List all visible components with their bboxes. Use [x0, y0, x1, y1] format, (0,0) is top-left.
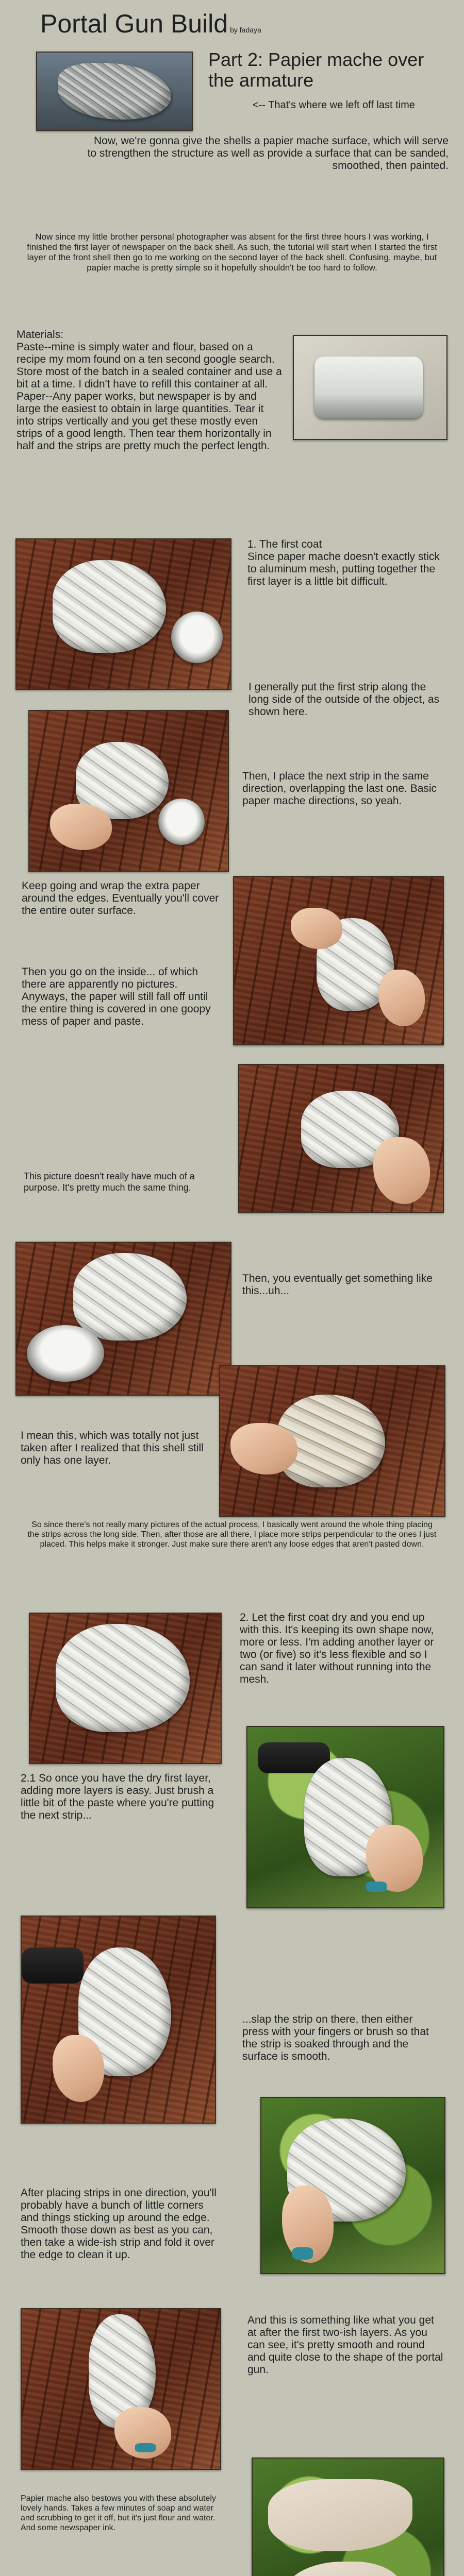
materials-text: Materials: Paste--mine is simply water and flour, based on a recipe my mom found on a ten second google search. Store most of the batch in a sealed container and use a bit at a time. I didn't have to refill this container at all. Paper--Any paper works, but newspaper is by and large the easiest to obtain in large quantities. Tear it into strips vertically and you get these mostly even strips of a good length. Then tear them horizontally in half and the strips are pretty much the perfect length.: [16, 329, 282, 452]
brushing-paste-photo: [246, 1726, 444, 1908]
strip-on-shell-photo: [21, 1916, 216, 2124]
photographer-note: Now since my little brother personal photographer was absent for the first three hours I was working, I finished the first layer of newspaper on the back shell. As such, the tutorial will start when I started the first layer of the front shell then go to me working on the second layer of the back shell. Confusing, maybe, but papier mache is pretty simple so it hopefully shouldn't be too hard to follow.: [27, 232, 437, 273]
shell-photo-left-off: [36, 52, 193, 131]
wrap-edges-photo: [233, 876, 444, 1045]
first-strip-text: I generally put the first strip along the long side of the outside of the object, as shown here.: [248, 681, 440, 718]
title-text: Portal Gun Build: [40, 9, 228, 38]
goopy-mess-photo: [238, 1064, 444, 1213]
messy-hands-photo: [252, 2458, 444, 2576]
inside-text: Then you go on the inside... of which there are apparently no pictures. Anyways, the paper will still fall off until the entire thing is covered in one goopy mess of paper and paste.: [22, 966, 211, 1027]
part-title: Part 2: Papier mache over the armature: [208, 49, 424, 91]
dried-shell-photo: [29, 1613, 222, 1764]
byline: by fadaya: [230, 26, 261, 34]
two-layers-photo: [21, 2308, 221, 2470]
dry-first-text: 2.1 So once you have the dry first layer, adding more layers is easy. Just brush a little bit of the paste where you're putting the next strip...: [21, 1772, 214, 1821]
eventually-text: Then, you eventually get something like this...uh...: [242, 1273, 433, 1297]
no-purpose-text: This picture doesn't really have much of a purpose. It's pretty much the same thing.: [24, 1171, 195, 1193]
first-coat-text: 1. The first coat Since paper mache doesn't exactly stick to aluminum mesh, putting together the first layer is a little bit difficult.: [247, 538, 440, 587]
something-like-text: And this is something like what you get at after the first two-ish layers. As you can see, it's pretty smooth and round and quite close to the shape of the portal gun.: [247, 2314, 443, 2376]
no-pictures-note: So since there's not really many pictures of the actual process, I basically went around the whole thing placing the strips across the long side. Then, after those are all there, I place more strips perpendicular to the ones I just placed. This helps make it stronger. Just make sure there aren't any loose edges that aren't pasted down.: [27, 1520, 437, 1549]
paste-container-photo: [293, 335, 448, 440]
keep-going-text: Keep going and wrap the extra paper around the edges. Eventually you'll cover the entire outer surface.: [22, 880, 219, 917]
gloves-text: Papier mache also bestows you with these absolutely lovely hands. Takes a few minutes of soap and water and scrubbing to get it off, but it's just flour and water. And some newspaper ink.: [21, 2494, 216, 2532]
smoothing-photo: [260, 2097, 445, 2274]
slap-text: ...slap the strip on there, then either press with your fingers or brush so that the strip is soaked through and the surface is smooth.: [242, 2013, 429, 2062]
second-coat-text: 2. Let the first coat dry and you end up with this. It's keeping its own shape now, more or less. I'm adding another layer or two (or five) so it's less flexible and so I can sand it later without running into the mesh.: [240, 1612, 434, 1685]
last-time-note: <-- That's where we left off last time: [253, 99, 415, 111]
after-placing-text: After placing strips in one direction, you'll probably have a bunch of little corners and things sticking up around the edge. Smooth those down as best as you can, then take a wide-ish strip and fold it over the edge to clean it up.: [21, 2187, 217, 2261]
page-title: [40, 9, 261, 44]
cone-shell-photo: [219, 1365, 445, 1517]
next-strip-text: Then, I place the next strip in the same direction, overlapping the last one. Basic paper mache directions, so yeah.: [242, 770, 437, 807]
first-strip-photo: [15, 538, 231, 690]
one-layer-shell-photo: [15, 1242, 231, 1396]
placing-strip-photo: [28, 710, 229, 872]
mean-this-text: I mean this, which was totally not just taken after I realized that this shell still only has one layer.: [21, 1430, 204, 1466]
intro-text: Now, we're gonna give the shells a papier mache surface, which will serve to strengthen the structure as well as provide a surface that can be sanded, smoothed, then painted.: [87, 135, 449, 172]
